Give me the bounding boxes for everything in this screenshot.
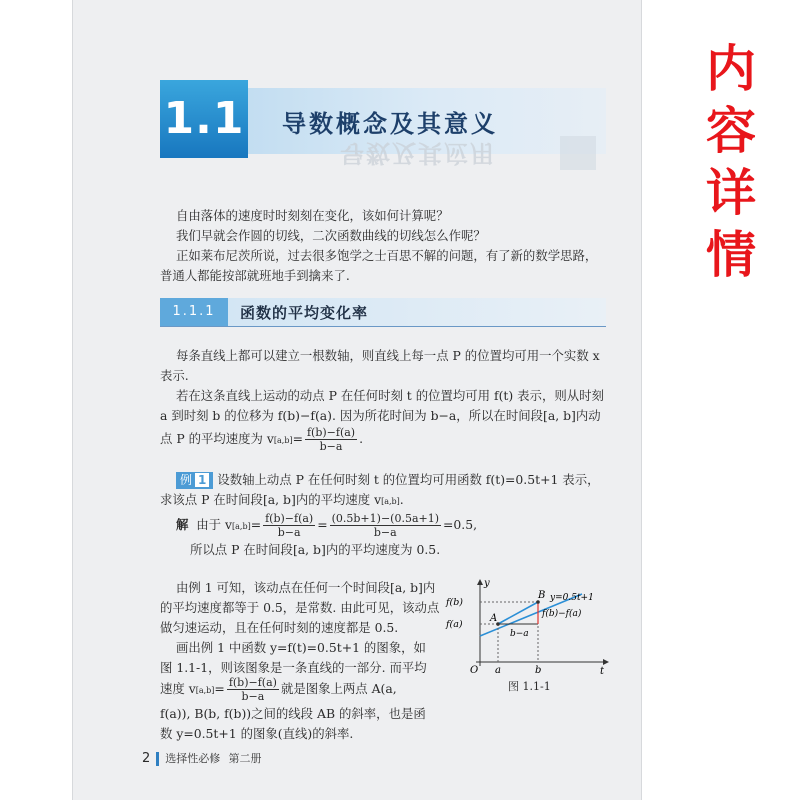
example-line bbox=[176, 470, 599, 490]
intro-line: 自由落体的速度时时刻刻在变化，该如何计算呢？ bbox=[176, 208, 449, 223]
page-number: 2 bbox=[142, 751, 151, 766]
solution-result: =0.5, bbox=[443, 517, 478, 532]
equals-sign: = bbox=[250, 517, 262, 532]
example-text: 设数轴上动点 P 在任何时刻 t 的位置均可用函数 f(t)=0.5t+1 表示， bbox=[217, 472, 600, 487]
body-line: 每条直线上都可以建立一根数轴，则直线上每一点 P 的位置均可用一个实数 x bbox=[176, 348, 600, 363]
page-footer bbox=[142, 750, 262, 766]
period: . bbox=[359, 431, 364, 446]
intro-line: 我们早就会作圆的切线，二次函数曲线的切线怎么作呢？ bbox=[176, 228, 486, 243]
line-equation-label: y=0.5t+1 bbox=[550, 593, 594, 603]
rise-label: f(b)−f(a) bbox=[542, 609, 582, 619]
example-label: 例 bbox=[180, 473, 193, 487]
discussion-text: 就是图象上两点 A(a, bbox=[280, 681, 397, 696]
period: . bbox=[399, 492, 404, 507]
fraction bbox=[330, 512, 441, 539]
book-volume: 第二册 bbox=[228, 752, 262, 765]
figure-graph bbox=[420, 576, 610, 676]
body-line: 表示. bbox=[160, 368, 189, 383]
fraction-denominator: b−a bbox=[277, 526, 301, 539]
discussion-text: 速度 v bbox=[160, 681, 196, 696]
discussion-line: 图 1.1-1，则该图象是一条直线的一部分. 而平均 bbox=[160, 660, 427, 675]
y-axis-label: y bbox=[484, 578, 490, 589]
section-number: 1.1 bbox=[160, 80, 248, 158]
fb-label: f(b) bbox=[446, 597, 464, 608]
discussion-line: 做匀速运动，且在任何时刻的速度都是 0.5. bbox=[160, 620, 399, 635]
subscript: [a,b] bbox=[232, 522, 251, 531]
fraction-denominator: b−a bbox=[373, 526, 397, 539]
discussion-line: 由例 1 可知，该动点在任何一个时间段[a, b]内 bbox=[176, 580, 436, 595]
fraction-denominator: b−a bbox=[319, 440, 343, 453]
intro-line: 正如莱布尼茨所说，过去很多饱学之士百思不解的问题，有了新的数学思路， bbox=[176, 248, 598, 263]
fraction bbox=[263, 512, 315, 539]
run-label: b−a bbox=[510, 629, 529, 639]
body-line: a 到时刻 b 的位移为 f(b)−f(a). 因为所花时间为 b−a，所以在时间段[a, b]内动 bbox=[160, 408, 601, 423]
example-text: 求该点 P 在时间段[a, b]内的平均速度 v bbox=[160, 492, 382, 507]
solution-line: 解 由于 v[a,b]= $\frac{f(b)-f(a)}{b-a}$ = $\frac{(0.5b+1)-(0.5a+1)}{b-a}$ =0.5, bbox=[176, 512, 478, 539]
example-tag bbox=[176, 472, 213, 489]
discussion-line: 画出例 1 中函数 y=f(t)=0.5t+1 的图象，如 bbox=[176, 640, 426, 655]
b-tick-label: b bbox=[535, 665, 542, 676]
subscript: [a,b] bbox=[195, 686, 215, 695]
equals-sign: = bbox=[292, 431, 303, 446]
side-char: 详 bbox=[706, 164, 756, 222]
figure-caption: 图 1.1-1 bbox=[508, 680, 551, 693]
intro-line: 普通人都能按部就班地手到擒来了. bbox=[160, 268, 350, 283]
side-vertical-text bbox=[686, 38, 776, 286]
fraction-numerator: f(b)−f(a) bbox=[228, 676, 277, 689]
bleed-through-block bbox=[560, 136, 596, 170]
example-line bbox=[160, 490, 404, 512]
solution-label: 解 bbox=[176, 517, 189, 532]
solution-text: 由于 v bbox=[196, 517, 233, 532]
subsection-number: 1.1.1 bbox=[160, 298, 228, 326]
discussion-formula-line bbox=[160, 674, 397, 706]
fraction-denominator: b−a bbox=[241, 690, 265, 703]
section-title: 导数概念及其意义 bbox=[282, 110, 498, 138]
discussion-line: 数 y=0.5t+1 的图象(直线)的斜率. bbox=[160, 726, 354, 741]
fraction-numerator: f(b)−f(a) bbox=[306, 426, 356, 439]
side-char: 情 bbox=[706, 226, 756, 284]
bleed-through-title: 导数及其应用 bbox=[340, 139, 496, 167]
point-a-label: A bbox=[490, 613, 498, 624]
a-tick-label: a bbox=[495, 665, 501, 676]
solution-line: 所以点 P 在时间段[a, b]内的平均速度为 0.5. bbox=[190, 542, 441, 557]
fa-label: f(a) bbox=[446, 619, 463, 630]
fraction-numerator: (0.5b+1)−(0.5a+1) bbox=[331, 512, 440, 525]
subscript: [a,b] bbox=[381, 497, 400, 506]
discussion-line: f(a)), B(b, f(b))之间的线段 AB 的斜率，也是函 bbox=[160, 706, 426, 721]
body-formula-line bbox=[160, 424, 363, 456]
subsection-title: 函数的平均变化率 bbox=[240, 304, 369, 322]
fraction bbox=[305, 426, 357, 453]
fraction bbox=[227, 676, 279, 703]
discussion-line: 的平均速度都等于 0.5，是常数. 由此可见，该动点 bbox=[160, 600, 440, 615]
example-number: 1 bbox=[195, 473, 209, 487]
t-axis-label: t bbox=[600, 666, 605, 676]
footer-divider bbox=[156, 752, 159, 766]
fraction-numerator: f(b)−f(a) bbox=[265, 512, 314, 525]
side-char: 内 bbox=[706, 40, 756, 98]
origin-label: O bbox=[470, 665, 479, 676]
subscript: [a,b] bbox=[273, 436, 293, 445]
book-title: 选择性必修 bbox=[165, 752, 221, 765]
side-char: 容 bbox=[706, 102, 756, 160]
body-line: 若在这条直线上运动的动点 P 在任何时刻 t 的位置均可用 f(t) 表示，则从时刻 bbox=[176, 388, 604, 403]
point-b-label: B bbox=[538, 590, 546, 601]
equals-sign: = bbox=[214, 681, 225, 696]
body-text: 点 P 的平均速度为 v bbox=[160, 431, 274, 446]
